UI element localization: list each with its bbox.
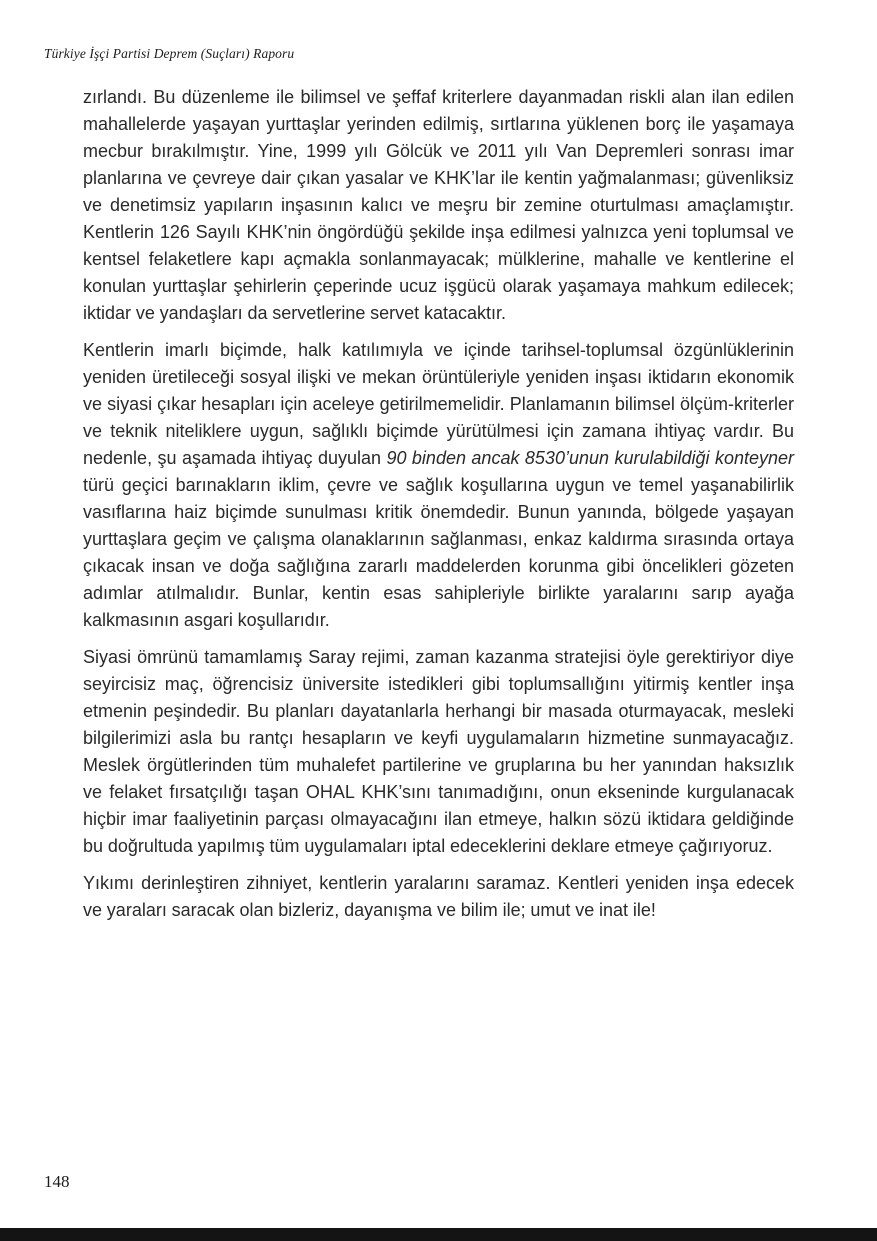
page-edge-bar (0, 1228, 877, 1241)
italic-phrase: 90 binden ancak 8530’unun kurulabildiği konteyner (386, 448, 794, 468)
paragraph-2-text-start: Kentlerin imarlı biçimde, halk katılımıyla ve içinde tarihsel-toplumsal özgünlüklerinin yeniden üretileceği sosyal ilişki ve mekan örüntüleriyle yeniden inşası iktidarın ekonomik ve siyasi çıkar hesapları için aceleye getirilmemelidir. Planlamanın bilimsel ölçüm-kriterler ve teknik niteliklere uygun, sağlıklı biçimde yürütülmesi için zamana ihtiyaç vardır. Bu nedenle, şu aşamada ihtiyaç duyulan (83, 340, 794, 468)
body-paragraph-1: zırlandı. Bu düzenleme ile bilimsel ve şeffaf kriterlere dayanmadan riskli alan ilan edilen mahallelerde yaşayan yurttaşlar yerinden edilmiş, sırtlarına yüklenen borç ile yaşamaya mecbur bırakılmıştır. Yine, 1999 yılı Gölcük ve 2011 yılı Van Depremleri sonrası imar planlarına ve çevreye dair çıkan yasalar ve KHK’lar ile kentin yağmalanması; güvenliksiz ve denetimsiz yapıların inşasının kalıcı ve meşru bir zemine oturtulması amaçlamıştır. Kentlerin 126 Sayılı KHK’nin öngördüğü şekilde inşa edilmesi yalnızca yeni toplumsal ve kentsel felaketlere kapı açmakla sonlanmayacak; mülklerine, mahalle ve kentlerine el konulan yurttaşlar şehirlerin çeperinde ucuz işgücü olarak yaşamaya mahkum edilecek; iktidar ve yandaşları da servetlerine servet katacaktır. (83, 87, 794, 323)
paragraph-2-text-end: türü geçici barınakların iklim, çevre ve sağlık koşullarına uygun ve temel yaşanabilirlik vasıflarına haiz biçimde sunulması kritik önemdedir. Bunun yanında, bölgede yaşayan yurttaşlara geçim ve çalışma olanaklarının sağlanması, enkaz kaldırma sırasında ortaya çıkacak insan ve doğa sağlığına zararlı maddelerden korunma gibi öncelikleri gözeten adımlar atılmalıdır. Bunlar, kentin esas sahipleriyle birlikte yaralarını sarıp ayağa kalkmasının asgari koşullarıdır. (83, 475, 794, 630)
body-paragraph-3: Siyasi ömrünü tamamlamış Saray rejimi, zaman kazanma stratejisi öyle gerektiriyor diye seyircisiz maç, öğrencisiz üniversite istedikleri gibi toplumsallığını yitirmiş kentler inşa etmenin peşindedir. Bu planları dayatanlarla herhangi bir masada oturmayacak, mesleki bilgilerimizi asla bu rantçı hesapların ve keyfi uygulamaların hizmetine sunmayacağız. Meslek örgütlerinden tüm muhalefet partilerine ve gruplarına bu her yanından haksızlık ve felaket fırsatçılığı taşan OHAL KHK’sını tanımadığını, onun ekseninde kurgulanacak hiçbir imar faaliyetinin parçası olmayacağını ilan etmeye, halkın sözü iktidara geldiğinde bu doğrultuda yapılmış tüm uygulamaları iptal edeceklerini deklare etmeye çağırıyoruz. (83, 647, 794, 856)
running-header: Türkiye İşçi Partisi Deprem (Suçları) Raporu (44, 46, 295, 61)
body-paragraph-2 (83, 337, 794, 634)
page-number: 148 (44, 1172, 70, 1191)
page-body (83, 84, 794, 934)
body-paragraph-4: Yıkımı derinleştiren zihniyet, kentlerin yaralarını saramaz. Kentleri yeniden inşa edecek ve yaraları saracak olan bizleriz, dayanışma ve bilim ile; umut ve inat ile! (83, 873, 794, 920)
